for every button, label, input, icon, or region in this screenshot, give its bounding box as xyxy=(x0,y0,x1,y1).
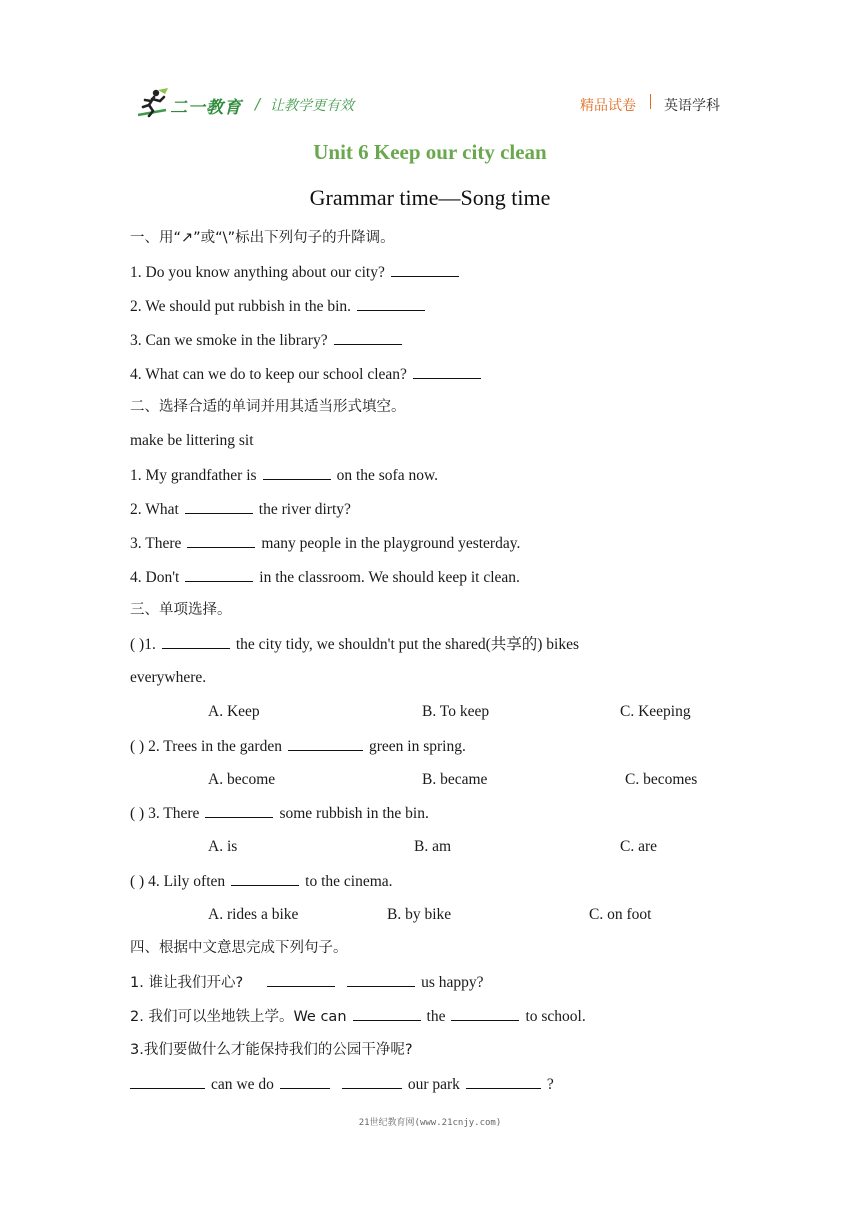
translation-item-2: 2. 我们可以坐地铁上学。We can the to school. xyxy=(130,1008,586,1025)
answer-blank[interactable] xyxy=(357,296,425,311)
translation-item-3-answer: can we do our park ? xyxy=(130,1074,554,1095)
mc-question-2: ( ) 2. Trees in the garden green in spring. xyxy=(130,738,466,755)
answer-blank[interactable] xyxy=(263,465,331,480)
option-c[interactable]: C. becomes xyxy=(625,771,698,788)
answer-blank[interactable] xyxy=(353,1006,421,1021)
answer-blank[interactable] xyxy=(391,262,459,277)
translation-item-1: 1. 谁让我们开心? us happy? xyxy=(130,974,484,991)
mc-question-3: ( ) 3. There some rubbish in the bin. xyxy=(130,805,429,822)
runner-logo-icon xyxy=(136,88,170,118)
option-b[interactable]: B. am xyxy=(414,838,452,855)
answer-blank[interactable] xyxy=(466,1074,541,1089)
answer-blank[interactable] xyxy=(347,972,415,987)
section1-item: 1. Do you know anything about our city? xyxy=(130,262,465,283)
mc-question-1: ( )1. the city tidy, we shouldn't put the shared(共享的) bikes xyxy=(130,636,579,653)
logo-text: 二一教育 xyxy=(170,98,242,118)
page-header xyxy=(0,0,860,130)
answer-blank[interactable] xyxy=(205,803,273,818)
mc-question-4: ( ) 4. Lily often to the cinema. xyxy=(130,873,393,890)
paper-type-tag: 精品试卷 xyxy=(580,98,636,114)
answer-blank[interactable] xyxy=(185,567,253,582)
option-a[interactable]: A. become xyxy=(208,771,276,788)
section2-item: 2. What the river dirty? xyxy=(130,501,351,518)
answer-blank[interactable] xyxy=(342,1074,402,1089)
section1-item: 3. Can we smoke in the library? xyxy=(130,330,408,351)
word-bank: make be littering sit xyxy=(130,432,254,449)
answer-blank[interactable] xyxy=(162,634,230,649)
page-footer: 21世纪教育网(www.21cnjy.com) xyxy=(358,1118,502,1128)
slogan: 让教学更有效 xyxy=(270,98,354,114)
unit-title: Unit 6 Keep our city clean xyxy=(313,140,547,164)
option-c[interactable]: C. on foot xyxy=(589,906,652,923)
section3-heading: 三、单项选择。 xyxy=(130,602,232,618)
option-c[interactable]: C. are xyxy=(620,838,658,855)
section1-item: 2. We should put rubbish in the bin. xyxy=(130,296,431,317)
option-a[interactable]: A. rides a bike xyxy=(208,906,299,923)
answer-blank[interactable] xyxy=(334,330,402,345)
answer-blank[interactable] xyxy=(267,972,335,987)
answer-blank[interactable] xyxy=(130,1074,205,1089)
option-a[interactable]: A. is xyxy=(208,838,238,855)
option-a[interactable]: A. Keep xyxy=(208,703,260,720)
answer-blank[interactable] xyxy=(288,736,363,751)
tag-divider xyxy=(650,94,651,109)
section1-item: 4. What can we do to keep our school clean? xyxy=(130,364,487,385)
option-b[interactable]: B. became xyxy=(422,771,488,788)
lesson-subtitle: Grammar time—Song time xyxy=(309,185,551,210)
section2-item: 4. Don't in the classroom. We should keep it clean. xyxy=(130,569,520,586)
mc-question-1-cont: everywhere. xyxy=(130,669,207,686)
option-b[interactable]: B. by bike xyxy=(387,906,452,923)
section2-heading: 二、选择合适的单词并用其适当形式填空。 xyxy=(130,399,406,415)
answer-blank[interactable] xyxy=(280,1074,330,1089)
slogan-divider: / xyxy=(255,95,261,113)
section1-heading: 一、用“↗”或“\”标出下列句子的升降调。 xyxy=(130,230,395,246)
answer-blank[interactable] xyxy=(185,499,253,514)
answer-blank[interactable] xyxy=(187,533,255,548)
section2-item: 1. My grandfather is on the sofa now. xyxy=(130,467,439,484)
answer-blank[interactable] xyxy=(451,1006,519,1021)
option-b[interactable]: B. To keep xyxy=(422,703,490,720)
section4-heading: 四、根据中文意思完成下列句子。 xyxy=(130,940,348,956)
section2-item: 3. There many people in the playground yesterday. xyxy=(130,535,521,552)
answer-blank[interactable] xyxy=(231,871,299,886)
option-c[interactable]: C. Keeping xyxy=(620,703,691,720)
answer-blank[interactable] xyxy=(413,364,481,379)
subject-tag: 英语学科 xyxy=(664,98,720,114)
translation-item-3: 3.我们要做什么才能保持我们的公园干净呢? xyxy=(130,1042,413,1058)
